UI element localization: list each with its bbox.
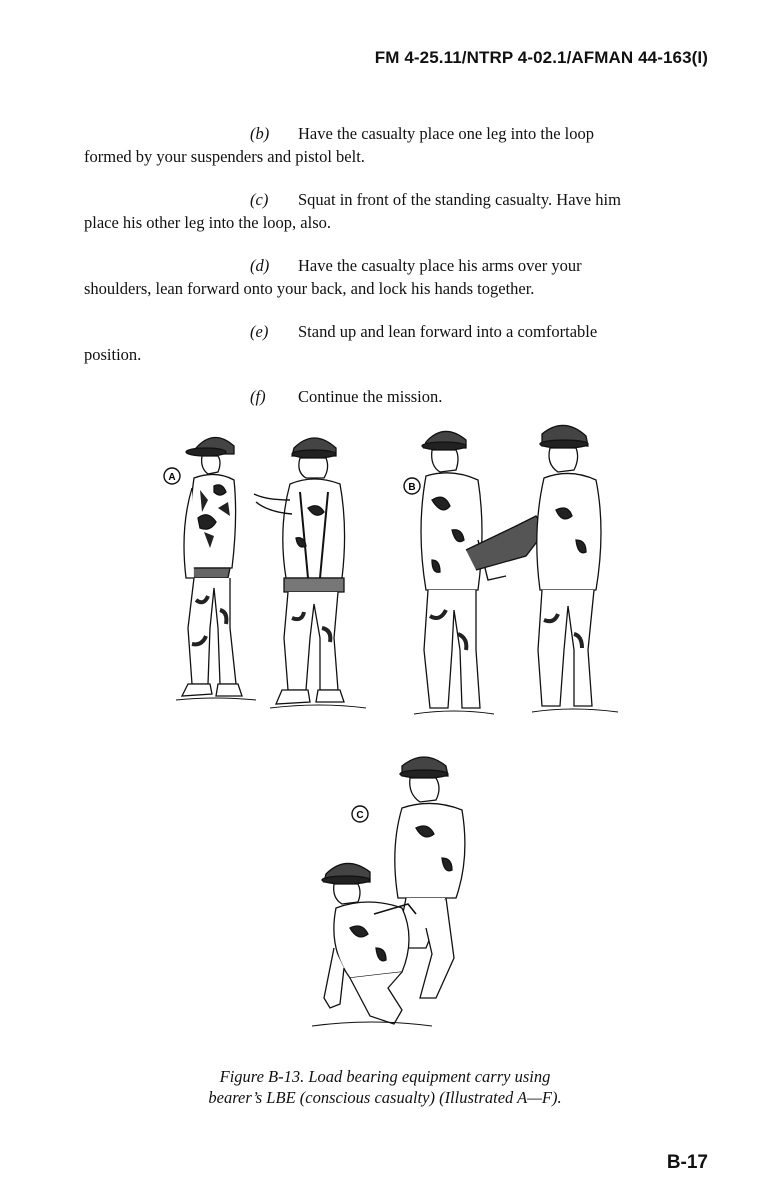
step-letter: (b): [250, 124, 270, 143]
svg-text:A: A: [168, 472, 176, 483]
step-text: Have the casualty place his arms over your: [298, 256, 582, 275]
step-text: Stand up and lean forward into a comfortable: [298, 322, 598, 341]
step-letter: (f): [250, 387, 266, 406]
step-c: [84, 188, 710, 234]
step-text-continued: formed by your suspenders and pistol belt.: [84, 147, 365, 166]
casualty-figure: [176, 437, 256, 700]
step-letter: (c): [250, 190, 269, 209]
step-e: [84, 320, 710, 366]
step-b: [84, 122, 710, 168]
casualty-figure: [414, 431, 546, 714]
panel-label-a: [164, 468, 180, 484]
step-text: Have the casualty place one leg into the loop: [298, 124, 594, 143]
figure-panel-b: [396, 420, 626, 722]
caption-line-2: bearer’s LBE (conscious casualty) (Illustrated A—F).: [208, 1088, 562, 1107]
step-letter: (e): [250, 322, 269, 341]
bearer-figure: [532, 425, 618, 712]
page-number: B-17: [666, 1152, 708, 1173]
caption-line-1: Figure B-13. Load bearing equipment carry using: [219, 1067, 551, 1086]
step-text-continued: shoulders, lean forward onto your back, and lock his hands together.: [84, 279, 535, 298]
svg-text:B: B: [408, 482, 416, 493]
step-text: Continue the mission.: [298, 387, 443, 406]
step-text-continued: position.: [84, 345, 142, 364]
panel-label-b: [404, 478, 420, 494]
figure-caption: [120, 1066, 650, 1108]
svg-text:C: C: [356, 810, 364, 821]
panel-label-c: [352, 806, 368, 822]
step-text: Squat in front of the standing casualty. Have him: [298, 190, 621, 209]
document-header: FM 4-25.11/NTRP 4-02.1/AFMAN 44-163(I): [374, 48, 708, 67]
step-d: [84, 254, 710, 300]
bearer-figure: [254, 438, 366, 708]
figure-panel-c: [306, 748, 498, 1048]
step-text-continued: place his other leg into the loop, also.: [84, 213, 331, 232]
step-letter: (d): [250, 256, 270, 275]
figure-panel-a: [158, 428, 370, 718]
step-f: [84, 385, 710, 408]
